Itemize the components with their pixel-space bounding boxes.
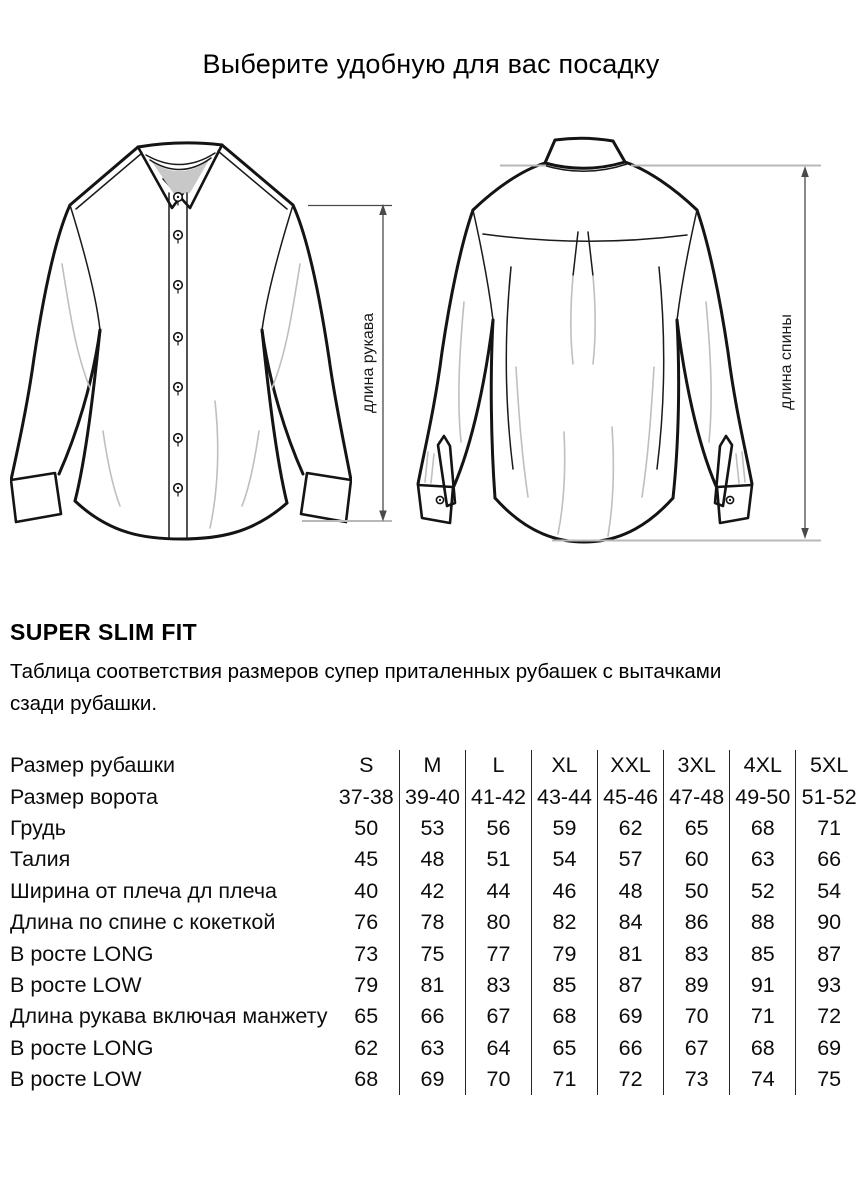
size-cell: 44 bbox=[466, 876, 532, 907]
size-table-body bbox=[10, 750, 862, 1095]
size-cell: 73 bbox=[354, 941, 379, 966]
table-row bbox=[10, 781, 862, 812]
size-cell: 70 bbox=[664, 1001, 730, 1032]
size-cell: 87 bbox=[598, 970, 664, 1001]
size-cell: 74 bbox=[730, 1064, 796, 1095]
size-cell: 46 bbox=[532, 876, 598, 907]
size-cell: XXL bbox=[598, 750, 664, 781]
table-row bbox=[10, 750, 862, 781]
table-row bbox=[10, 876, 862, 907]
size-cell: 63 bbox=[730, 844, 796, 875]
table-row bbox=[10, 1033, 862, 1064]
size-cell: 50 bbox=[664, 876, 730, 907]
size-cell: 86 bbox=[664, 907, 730, 938]
size-cell: 75 bbox=[796, 1064, 862, 1095]
size-cell: 70 bbox=[466, 1064, 532, 1095]
page-title: Выберите удобную для вас посадку bbox=[202, 49, 660, 79]
size-cell: 82 bbox=[532, 907, 598, 938]
size-cell: 59 bbox=[532, 813, 598, 844]
row-label: Грудь bbox=[10, 815, 66, 840]
fit-heading: SUPER SLIM FIT bbox=[10, 619, 198, 645]
size-cell: 51 bbox=[466, 844, 532, 875]
size-cell: 84 bbox=[598, 907, 664, 938]
size-cell: 39-40 bbox=[400, 781, 466, 812]
size-cell: 68 bbox=[354, 1067, 379, 1092]
back-length-label: длина спины bbox=[778, 314, 795, 410]
table-row bbox=[10, 970, 862, 1001]
size-cell: 42 bbox=[400, 876, 466, 907]
size-cell: 54 bbox=[532, 844, 598, 875]
row-label: В росте LONG bbox=[10, 941, 154, 966]
size-cell: 66 bbox=[598, 1033, 664, 1064]
size-cell: 49-50 bbox=[730, 781, 796, 812]
size-cell: 54 bbox=[796, 876, 862, 907]
table-row bbox=[10, 1064, 862, 1095]
size-cell: 73 bbox=[664, 1064, 730, 1095]
size-cell: 3XL bbox=[664, 750, 730, 781]
size-cell: 79 bbox=[532, 938, 598, 969]
table-row bbox=[10, 938, 862, 969]
size-cell: 90 bbox=[796, 907, 862, 938]
size-cell: 68 bbox=[730, 813, 796, 844]
size-cell: 89 bbox=[664, 970, 730, 1001]
size-cell: 91 bbox=[730, 970, 796, 1001]
size-cell: 37-38 bbox=[338, 784, 394, 809]
size-cell: 88 bbox=[730, 907, 796, 938]
size-cell: 83 bbox=[466, 970, 532, 1001]
size-cell: 75 bbox=[400, 938, 466, 969]
size-cell: 62 bbox=[598, 813, 664, 844]
size-cell: 93 bbox=[796, 970, 862, 1001]
size-cell: 72 bbox=[598, 1064, 664, 1095]
size-cell: XL bbox=[532, 750, 598, 781]
size-cell: 47-48 bbox=[664, 781, 730, 812]
sleeve-length-label: длина рукава bbox=[360, 313, 377, 413]
size-cell: 57 bbox=[598, 844, 664, 875]
fit-description bbox=[10, 656, 721, 720]
size-cell: 78 bbox=[400, 907, 466, 938]
size-cell: 68 bbox=[532, 1001, 598, 1032]
size-cell: 52 bbox=[730, 876, 796, 907]
size-cell: 50 bbox=[354, 815, 379, 840]
sleeve-length-arrow bbox=[302, 204, 392, 522]
size-cell: 83 bbox=[664, 938, 730, 969]
size-cell: 79 bbox=[354, 972, 379, 997]
size-cell: S bbox=[359, 753, 374, 778]
size-cell: 69 bbox=[598, 1001, 664, 1032]
row-label: Размер ворота bbox=[10, 784, 159, 809]
row-label: В росте LOW bbox=[10, 1067, 142, 1092]
size-cell: 5XL bbox=[796, 750, 862, 781]
row-label: Ширина от плеча дл плеча bbox=[10, 878, 278, 903]
size-cell: 67 bbox=[664, 1033, 730, 1064]
table-row bbox=[10, 813, 862, 844]
fit-description-line1: Таблица соответствия размеров супер приталенных рубашек с вытачками bbox=[10, 660, 722, 683]
size-cell: 56 bbox=[466, 813, 532, 844]
size-cell: 45-46 bbox=[598, 781, 664, 812]
size-cell: 43-44 bbox=[532, 781, 598, 812]
size-cell: 71 bbox=[532, 1064, 598, 1095]
row-label: В росте LONG bbox=[10, 1035, 154, 1060]
size-cell: M bbox=[400, 750, 466, 781]
size-cell: 69 bbox=[400, 1064, 466, 1095]
row-label: Размер рубашки bbox=[10, 753, 176, 778]
back-length-arrow bbox=[500, 166, 821, 541]
size-cell: 63 bbox=[400, 1033, 466, 1064]
size-cell: 77 bbox=[466, 938, 532, 969]
size-cell: 41-42 bbox=[466, 781, 532, 812]
size-cell: 69 bbox=[796, 1033, 862, 1064]
size-cell: 62 bbox=[354, 1035, 379, 1060]
table-row bbox=[10, 907, 862, 938]
size-cell: 71 bbox=[730, 1001, 796, 1032]
size-cell: 67 bbox=[466, 1001, 532, 1032]
size-cell: 65 bbox=[532, 1033, 598, 1064]
row-label: Талия bbox=[10, 847, 71, 872]
size-cell: 80 bbox=[466, 907, 532, 938]
size-cell: 48 bbox=[400, 844, 466, 875]
table-row bbox=[10, 844, 862, 875]
size-cell: 81 bbox=[400, 970, 466, 1001]
size-cell: 85 bbox=[532, 970, 598, 1001]
size-cell: 45 bbox=[354, 847, 379, 872]
size-cell: 76 bbox=[354, 910, 379, 935]
size-cell: 71 bbox=[796, 813, 862, 844]
size-table bbox=[10, 750, 862, 1095]
size-cell: 81 bbox=[598, 938, 664, 969]
size-cell: 87 bbox=[796, 938, 862, 969]
row-label: Длина рукава включая манжету bbox=[10, 1004, 328, 1029]
size-cell: 48 bbox=[598, 876, 664, 907]
size-cell: 65 bbox=[664, 813, 730, 844]
size-cell: 65 bbox=[354, 1004, 379, 1029]
size-cell: 53 bbox=[400, 813, 466, 844]
size-cell: L bbox=[466, 750, 532, 781]
size-cell: 68 bbox=[730, 1033, 796, 1064]
size-cell: 85 bbox=[730, 938, 796, 969]
size-cell: 66 bbox=[400, 1001, 466, 1032]
row-label: Длина по спине с кокеткой bbox=[10, 910, 276, 935]
size-cell: 72 bbox=[796, 1001, 862, 1032]
row-label: В росте LOW bbox=[10, 972, 142, 997]
size-cell: 51-52 bbox=[796, 781, 862, 812]
table-row bbox=[10, 1001, 862, 1032]
fit-description-line2: сзади рубашки. bbox=[10, 692, 158, 715]
size-cell: 64 bbox=[466, 1033, 532, 1064]
size-cell: 4XL bbox=[730, 750, 796, 781]
size-cell: 60 bbox=[664, 844, 730, 875]
size-cell: 66 bbox=[796, 844, 862, 875]
size-cell: 40 bbox=[354, 878, 379, 903]
